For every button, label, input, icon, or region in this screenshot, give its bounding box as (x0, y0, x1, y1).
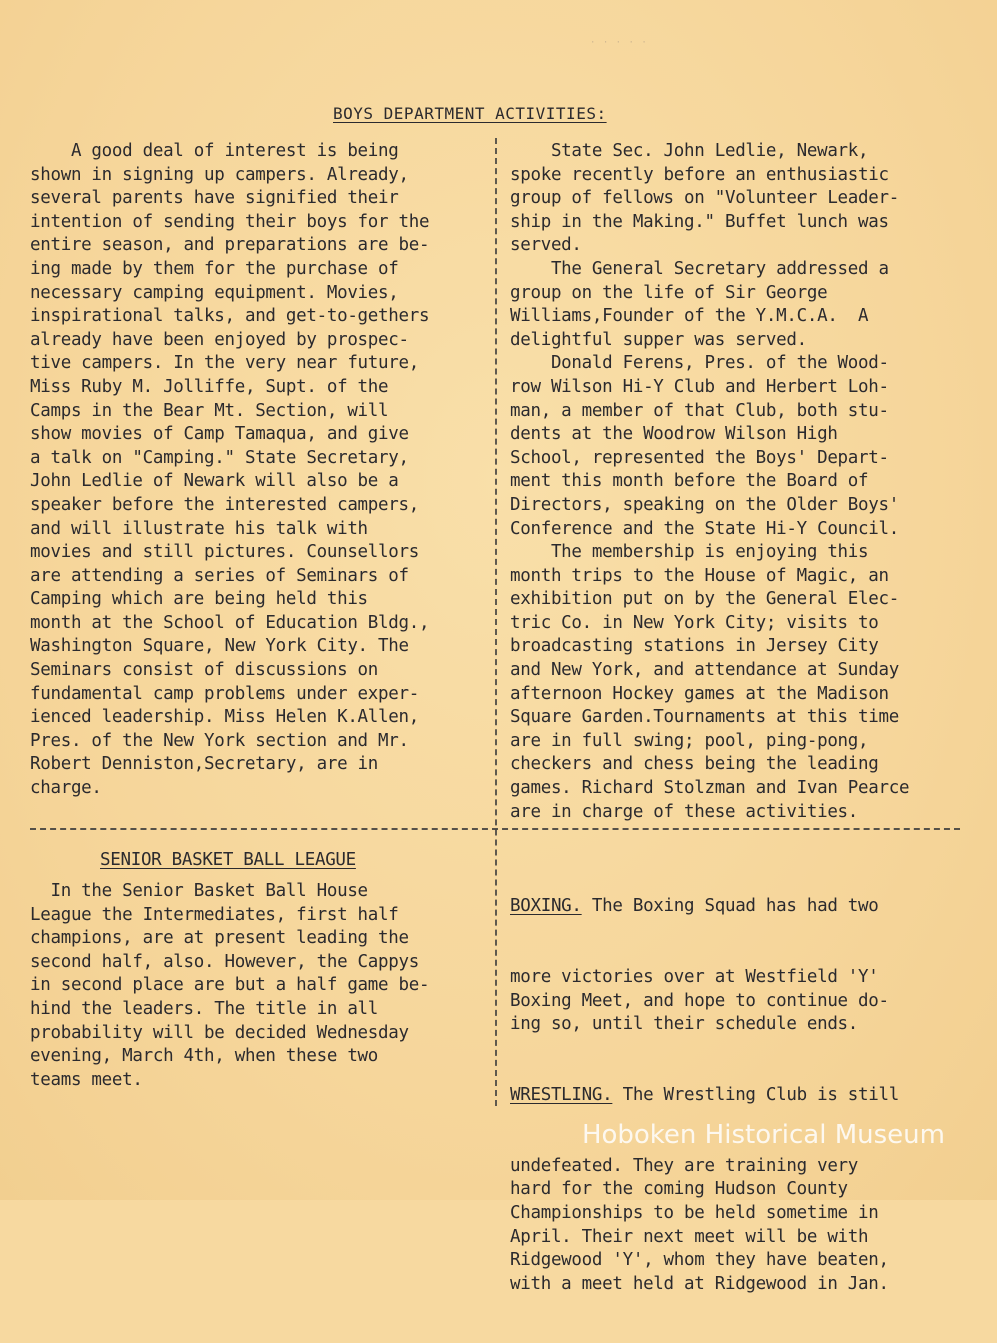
text-line: show movies of Camp Tamaqua, and give (30, 424, 409, 445)
text-line: champions, are at present leading the (30, 928, 409, 949)
wrestling-first-line: WRESTLING. The Wrestling Club is still (510, 1084, 899, 1105)
text-line: afternoon Hockey games at the Madison (510, 683, 889, 704)
text-line: checkers and chess being the leading (510, 754, 879, 775)
text-line: speaker before the interested campers, (30, 494, 419, 515)
text-line: School, represented the Boys' Depart- (510, 447, 889, 468)
text-line: ing made by them for the purchase of (30, 258, 399, 279)
text-line: Directors, speaking on the Older Boys' (510, 494, 899, 515)
text-line: are in charge of these activities. (510, 801, 859, 822)
text-line: intention of sending their boys for the (30, 211, 430, 232)
text-line: month trips to the House of Magic, an (510, 565, 889, 586)
text-line: already have been enjoyed by prospec- (30, 329, 409, 350)
text-line: several parents have signified their (30, 188, 399, 209)
column-divider (495, 138, 497, 1106)
text-line: Boxing Meet, and hope to continue do- (510, 990, 889, 1011)
text-line: Miss Ruby M. Jolliffe, Supt. of the (30, 376, 389, 397)
boxing-wrestling-text (510, 848, 899, 1343)
text-line: The membership is enjoying this (510, 542, 869, 563)
page-title: BOYS DEPARTMENT ACTIVITIES: (333, 104, 607, 123)
text-line: inspirational talks, and get-to-gethers (30, 306, 430, 327)
text-line: group on the life of Sir George (510, 282, 828, 303)
text-line: Seminars consist of discussions on (30, 660, 379, 681)
wrestling-lines (510, 1155, 899, 1297)
text-line: Williams,Founder of the Y.M.C.A. A (510, 306, 869, 327)
text-line: are in full swing; pool, ping-pong, (510, 730, 869, 751)
text-line: games. Richard Stolzman and Ivan Pearce (510, 778, 910, 799)
text-line: row Wilson Hi-Y Club and Herbert Loh- (510, 376, 889, 397)
text-line: In the Senior Basket Ball House (30, 881, 368, 901)
text-line: month at the School of Education Bldg., (30, 612, 430, 633)
boxing-label: BOXING. (510, 896, 582, 917)
text-line: teams meet. (30, 1069, 143, 1090)
basketball-text (30, 880, 429, 1092)
text-line: served. (510, 235, 582, 256)
text-line: Square Garden.Tournaments at this time (510, 707, 899, 728)
text-line: Robert Denniston,Secretary, are in (30, 754, 379, 775)
text-line: Championships to be held sometime in (510, 1202, 879, 1223)
text-line: dents at the Woodrow Wilson High (510, 424, 838, 445)
text-line: exhibition put on by the General Elec- (510, 589, 899, 610)
text-line: man, a member of that Club, both stu- (510, 400, 889, 421)
left-column-text (30, 140, 429, 801)
text-line: delightful supper was served. (510, 329, 807, 350)
text-line: with a meet held at Ridgewood in Jan. (510, 1273, 889, 1294)
section-divider (30, 828, 960, 830)
text-line: fundamental camp problems under exper- (30, 683, 419, 704)
right-column-text (510, 140, 909, 824)
boxing-first-line: BOXING. The Boxing Squad has had two (510, 896, 879, 917)
basketball-heading: SENIOR BASKET BALL LEAGUE (100, 850, 356, 870)
text-line: hind the leaders. The title in all (30, 998, 379, 1019)
text-line: charge. (30, 778, 102, 799)
text-line: ing so, until their schedule ends. (510, 1014, 859, 1035)
faded-stamp: · · · · · (590, 38, 648, 48)
text-line: and will illustrate his talk with (30, 518, 368, 539)
text-line: second half, also. However, the Cappys (30, 951, 419, 972)
text-line: undefeated. They are training very (510, 1155, 859, 1176)
text-line: and New York, and attendance at Sunday (510, 660, 899, 681)
text-line: Ridgewood 'Y', whom they have beaten, (510, 1250, 889, 1271)
text-line: more victories over at Westfield 'Y' (510, 966, 879, 987)
text-line: ienced leadership. Miss Helen K.Allen, (30, 707, 419, 728)
text-line: hard for the coming Hudson County (510, 1179, 848, 1200)
text-line: necessary camping equipment. Movies, (30, 282, 399, 303)
museum-watermark: Hoboken Historical Museum (581, 1120, 945, 1150)
wrestling-label: WRESTLING. (510, 1084, 613, 1105)
text-line: are attending a series of Seminars of (30, 565, 409, 586)
text-line: Washington Square, New York City. The (30, 636, 409, 657)
text-line: John Ledlie of Newark will also be a (30, 471, 399, 492)
text-line: April. Their next meet will be with (510, 1226, 869, 1247)
text-line: Donald Ferens, Pres. of the Wood- (510, 353, 889, 374)
text-line: tric Co. in New York City; visits to (510, 612, 879, 633)
text-line: group of fellows on "Volunteer Leader- (510, 188, 899, 209)
text-line: movies and still pictures. Counsellors (30, 542, 419, 563)
boxing-lines (510, 966, 899, 1037)
text-line: Pres. of the New York section and Mr. (30, 730, 409, 751)
text-line: Conference and the State Hi-Y Council. (510, 518, 899, 539)
text-line: entire season, and preparations are be- (30, 235, 430, 256)
text-line: a talk on "Camping." State Secretary, (30, 447, 409, 468)
text-line: broadcasting stations in Jersey City (510, 636, 879, 657)
text-line: in second place are but a half game be- (30, 975, 430, 996)
text-line: shown in signing up campers. Already, (30, 164, 409, 185)
text-line: probability will be decided Wednesday (30, 1022, 409, 1043)
text-line: ship in the Making." Buffet lunch was (510, 211, 889, 232)
text-line: evening, March 4th, when these two (30, 1046, 379, 1067)
text-line: tive campers. In the very near future, (30, 353, 419, 374)
text-line: State Sec. John Ledlie, Newark, (510, 141, 869, 161)
text-line: A good deal of interest is being (30, 141, 399, 161)
text-line: spoke recently before an enthusiastic (510, 164, 889, 185)
text-line: Camping which are being held this (30, 589, 368, 610)
text-line: League the Intermediates, first half (30, 904, 399, 925)
text-line: ment this month before the Board of (510, 471, 869, 492)
text-line: The General Secretary addressed a (510, 258, 889, 279)
text-line: Camps in the Bear Mt. Section, will (30, 400, 389, 421)
